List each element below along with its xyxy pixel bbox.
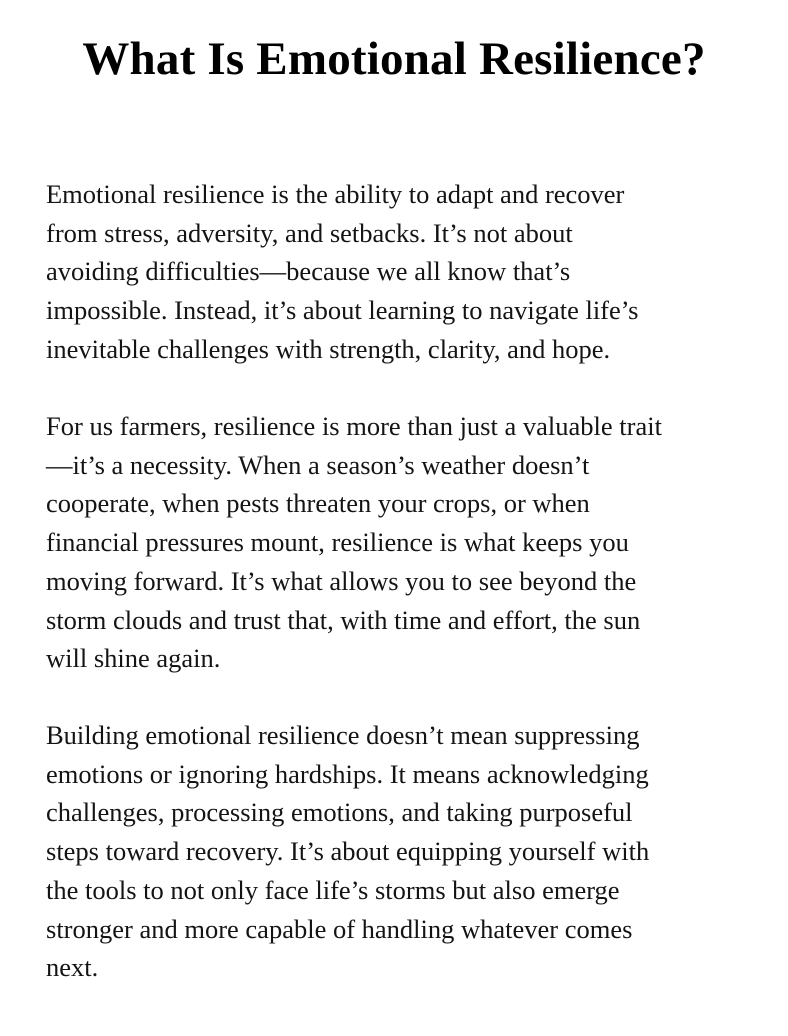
paragraph-line: cooperate, when pests threaten your crops, or when	[46, 488, 590, 519]
paragraph-line: impossible. Instead, it’s about learning to navigate life’s	[46, 295, 639, 326]
paragraph-building-resilience	[46, 716, 746, 987]
paragraph-line: stronger and more capable of handling whatever comes	[46, 913, 633, 944]
paragraph-line: challenges, processing emotions, and taking purposeful	[46, 797, 633, 828]
paragraph-line: avoiding difficulties—because we all know that’s	[46, 256, 571, 287]
paragraph-line: from stress, adversity, and setbacks. It’s not about	[46, 217, 573, 248]
paragraph-line: financial pressures mount, resilience is what keeps you	[46, 527, 629, 558]
paragraph-line: next.	[46, 952, 99, 983]
paragraph-line: storm clouds and trust that, with time and effort, the sun	[46, 604, 641, 635]
paragraph-line: Emotional resilience is the ability to adapt and recover	[46, 179, 625, 209]
paragraph-line: will shine again.	[46, 643, 221, 674]
paragraph-line: Building emotional resilience doesn’t mean suppressing	[46, 720, 640, 750]
page-title: What Is Emotional Resilience?	[82, 33, 706, 85]
paragraph-line: —it’s a necessity. When a season’s weather doesn’t	[46, 449, 590, 480]
paragraph-definition	[46, 175, 746, 369]
paragraph-line: emotions or ignoring hardships. It means acknowledging	[46, 758, 649, 789]
paragraph-line: For us farmers, resilience is more than just a valuable trait	[46, 411, 662, 441]
paragraph-line: steps toward recovery. It’s about equipping yourself with	[46, 836, 650, 867]
paragraph-farmers	[46, 407, 746, 678]
paragraph-line: moving forward. It’s what allows you to see beyond the	[46, 565, 637, 596]
paragraph-line: the tools to not only face life’s storms but also emerge	[46, 874, 620, 905]
paragraph-line: inevitable challenges with strength, clarity, and hope.	[46, 333, 611, 364]
